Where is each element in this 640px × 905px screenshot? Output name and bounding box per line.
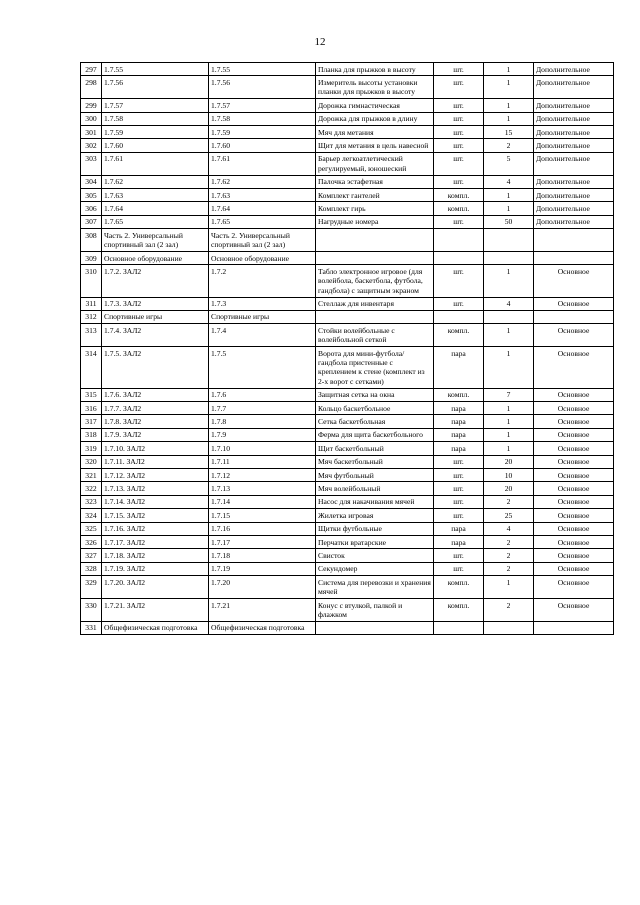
ref-code-cell: 1.7.10 — [209, 442, 316, 455]
table-row — [81, 112, 614, 125]
equipment-type-cell: Основное — [534, 265, 614, 297]
ref-code-cell: 1.7.2 — [209, 265, 316, 297]
table-row — [81, 495, 614, 508]
quantity-cell — [484, 621, 534, 634]
code-cell: 1.7.19. ЗАЛ2 — [102, 562, 209, 575]
equipment-type-cell: Основное — [534, 549, 614, 562]
quantity-cell: 1 — [484, 76, 534, 99]
unit-cell: шт. — [434, 99, 484, 112]
item-name-cell: Ворота для мини-футбола/гандбола пристенные с креплением к стене (комплект из 2-х ворот с сетками) — [316, 347, 434, 389]
row-number-cell: 322 — [81, 482, 102, 495]
equipment-type-cell: Дополнительное — [534, 125, 614, 138]
item-name-cell: Стеллаж для инвентаря — [316, 297, 434, 310]
table-row — [81, 549, 614, 562]
code-cell: 1.7.18. ЗАЛ2 — [102, 549, 209, 562]
equipment-type-cell — [534, 621, 614, 634]
unit-cell: шт. — [434, 562, 484, 575]
unit-cell: пара — [434, 522, 484, 535]
code-cell: 1.7.12. ЗАЛ2 — [102, 469, 209, 482]
row-number-cell: 311 — [81, 297, 102, 310]
code-cell: 1.7.57 — [102, 99, 209, 112]
equipment-type-cell: Дополнительное — [534, 99, 614, 112]
quantity-cell: 1 — [484, 99, 534, 112]
item-name-cell — [316, 310, 434, 323]
quantity-cell: 2 — [484, 139, 534, 152]
row-number-cell: 328 — [81, 562, 102, 575]
row-number-cell: 313 — [81, 324, 102, 347]
unit-cell: пара — [434, 535, 484, 548]
item-name-cell: Комплект гантелей — [316, 188, 434, 201]
equipment-type-cell: Основное — [534, 576, 614, 599]
equipment-type-cell: Основное — [534, 428, 614, 441]
ref-code-cell: Часть 2. Универсальный спортивный зал (2 зал) — [209, 229, 316, 252]
quantity-cell: 1 — [484, 402, 534, 415]
table-row — [81, 428, 614, 441]
row-number-cell: 326 — [81, 535, 102, 548]
table-row — [81, 99, 614, 112]
row-number-cell: 307 — [81, 215, 102, 228]
code-cell: 1.7.64 — [102, 202, 209, 215]
row-number-cell: 309 — [81, 251, 102, 264]
equipment-type-cell: Дополнительное — [534, 202, 614, 215]
code-cell: 1.7.63 — [102, 188, 209, 201]
ref-code-cell: 1.7.16 — [209, 522, 316, 535]
quantity-cell: 1 — [484, 202, 534, 215]
ref-code-cell: 1.7.9 — [209, 428, 316, 441]
quantity-cell: 25 — [484, 509, 534, 522]
row-number-cell: 306 — [81, 202, 102, 215]
code-cell: 1.7.11. ЗАЛ2 — [102, 455, 209, 468]
quantity-cell: 4 — [484, 175, 534, 188]
unit-cell: шт. — [434, 76, 484, 99]
quantity-cell: 5 — [484, 152, 534, 175]
table-row — [81, 152, 614, 175]
code-cell: 1.7.65 — [102, 215, 209, 228]
table-row — [81, 469, 614, 482]
row-number-cell: 320 — [81, 455, 102, 468]
ref-code-cell: 1.7.13 — [209, 482, 316, 495]
item-name-cell: Барьер легкоатлетический регулируемый, юношеский — [316, 152, 434, 175]
unit-cell: пара — [434, 415, 484, 428]
unit-cell: шт. — [434, 469, 484, 482]
unit-cell — [434, 621, 484, 634]
table-row — [81, 522, 614, 535]
table-row — [81, 442, 614, 455]
unit-cell — [434, 229, 484, 252]
quantity-cell: 15 — [484, 125, 534, 138]
item-name-cell: Стойки волейбольные с волейбольной сеткой — [316, 324, 434, 347]
item-name-cell: Мяч волейбольный — [316, 482, 434, 495]
table-row — [81, 251, 614, 264]
ref-code-cell: 1.7.14 — [209, 495, 316, 508]
table-row — [81, 621, 614, 634]
unit-cell: компл. — [434, 388, 484, 401]
equipment-type-cell: Основное — [534, 402, 614, 415]
unit-cell: компл. — [434, 188, 484, 201]
item-name-cell: Комплект гирь — [316, 202, 434, 215]
quantity-cell: 2 — [484, 535, 534, 548]
ref-code-cell: 1.7.4 — [209, 324, 316, 347]
table-row — [81, 175, 614, 188]
table-row — [81, 347, 614, 389]
ref-code-cell: Спортивные игры — [209, 310, 316, 323]
code-cell: 1.7.5. ЗАЛ2 — [102, 347, 209, 389]
table-row — [81, 576, 614, 599]
table-row — [81, 482, 614, 495]
equipment-type-cell: Основное — [534, 388, 614, 401]
item-name-cell: Защитная сетка на окна — [316, 388, 434, 401]
item-name-cell: Система для перевозки и хранения мячей — [316, 576, 434, 599]
row-number-cell: 304 — [81, 175, 102, 188]
ref-code-cell: 1.7.3 — [209, 297, 316, 310]
row-number-cell: 308 — [81, 229, 102, 252]
quantity-cell: 20 — [484, 482, 534, 495]
unit-cell: шт. — [434, 175, 484, 188]
row-number-cell: 301 — [81, 125, 102, 138]
table-row — [81, 229, 614, 252]
unit-cell: компл. — [434, 576, 484, 599]
code-cell: 1.7.8. ЗАЛ2 — [102, 415, 209, 428]
code-cell: Общефизическая подготовка — [102, 621, 209, 634]
ref-code-cell: 1.7.55 — [209, 63, 316, 76]
item-name-cell: Дорожка для прыжков в длину — [316, 112, 434, 125]
quantity-cell — [484, 310, 534, 323]
unit-cell: шт. — [434, 112, 484, 125]
quantity-cell — [484, 251, 534, 264]
ref-code-cell: 1.7.5 — [209, 347, 316, 389]
equipment-type-cell: Основное — [534, 522, 614, 535]
code-cell: 1.7.55 — [102, 63, 209, 76]
unit-cell: пара — [434, 402, 484, 415]
quantity-cell: 50 — [484, 215, 534, 228]
unit-cell: шт. — [434, 509, 484, 522]
row-number-cell: 331 — [81, 621, 102, 634]
equipment-type-cell: Основное — [534, 482, 614, 495]
equipment-type-cell: Дополнительное — [534, 188, 614, 201]
item-name-cell: Планка для прыжков в высоту — [316, 63, 434, 76]
table-row — [81, 562, 614, 575]
unit-cell: шт. — [434, 63, 484, 76]
item-name-cell: Мяч для метания — [316, 125, 434, 138]
ref-code-cell: 1.7.56 — [209, 76, 316, 99]
code-cell: 1.7.3. ЗАЛ2 — [102, 297, 209, 310]
quantity-cell: 10 — [484, 469, 534, 482]
item-name-cell: Сетка баскетбольная — [316, 415, 434, 428]
unit-cell: шт. — [434, 265, 484, 297]
equipment-type-cell — [534, 251, 614, 264]
item-name-cell: Насос для накачивания мячей — [316, 495, 434, 508]
item-name-cell: Кольцо баскетбольное — [316, 402, 434, 415]
code-cell: 1.7.62 — [102, 175, 209, 188]
table-row — [81, 535, 614, 548]
equipment-type-cell: Дополнительное — [534, 175, 614, 188]
quantity-cell: 2 — [484, 549, 534, 562]
table-row — [81, 598, 614, 621]
quantity-cell: 1 — [484, 324, 534, 347]
table-row — [81, 202, 614, 215]
equipment-type-cell: Основное — [534, 509, 614, 522]
row-number-cell: 303 — [81, 152, 102, 175]
quantity-cell: 20 — [484, 455, 534, 468]
equipment-type-cell: Основное — [534, 495, 614, 508]
code-cell: 1.7.20. ЗАЛ2 — [102, 576, 209, 599]
equipment-type-cell: Основное — [534, 347, 614, 389]
unit-cell: пара — [434, 442, 484, 455]
unit-cell: компл. — [434, 324, 484, 347]
table-row — [81, 509, 614, 522]
equipment-type-cell: Основное — [534, 535, 614, 548]
ref-code-cell: 1.7.18 — [209, 549, 316, 562]
code-cell: 1.7.17. ЗАЛ2 — [102, 535, 209, 548]
quantity-cell: 1 — [484, 415, 534, 428]
row-number-cell: 324 — [81, 509, 102, 522]
table-row — [81, 215, 614, 228]
quantity-cell: 1 — [484, 428, 534, 441]
item-name-cell: Измеритель высоты установки планки для прыжков в высоту — [316, 76, 434, 99]
unit-cell: шт. — [434, 152, 484, 175]
ref-code-cell: 1.7.65 — [209, 215, 316, 228]
table-body — [81, 63, 614, 635]
equipment-type-cell: Основное — [534, 469, 614, 482]
equipment-type-cell: Основное — [534, 415, 614, 428]
code-cell: 1.7.4. ЗАЛ2 — [102, 324, 209, 347]
code-cell: 1.7.6. ЗАЛ2 — [102, 388, 209, 401]
ref-code-cell: 1.7.8 — [209, 415, 316, 428]
row-number-cell: 298 — [81, 76, 102, 99]
item-name-cell: Нагрудные номера — [316, 215, 434, 228]
table-row — [81, 125, 614, 138]
equipment-type-cell: Дополнительное — [534, 215, 614, 228]
item-name-cell: Мяч баскетбольный — [316, 455, 434, 468]
ref-code-cell: Основное оборудование — [209, 251, 316, 264]
row-number-cell: 305 — [81, 188, 102, 201]
row-number-cell: 321 — [81, 469, 102, 482]
code-cell: Часть 2. Универсальный спортивный зал (2 зал) — [102, 229, 209, 252]
row-number-cell: 325 — [81, 522, 102, 535]
code-cell: 1.7.7. ЗАЛ2 — [102, 402, 209, 415]
ref-code-cell: 1.7.20 — [209, 576, 316, 599]
table-row — [81, 402, 614, 415]
table-row — [81, 76, 614, 99]
table-row — [81, 455, 614, 468]
table-row — [81, 297, 614, 310]
table-row — [81, 388, 614, 401]
page-number: 12 — [314, 36, 326, 48]
ref-code-cell: Общефизическая подготовка — [209, 621, 316, 634]
equipment-type-cell: Основное — [534, 562, 614, 575]
quantity-cell: 1 — [484, 112, 534, 125]
row-number-cell: 319 — [81, 442, 102, 455]
quantity-cell — [484, 229, 534, 252]
code-cell: Основное оборудование — [102, 251, 209, 264]
row-number-cell: 314 — [81, 347, 102, 389]
row-number-cell: 329 — [81, 576, 102, 599]
item-name-cell: Конус с втулкой, палкой и флажком — [316, 598, 434, 621]
quantity-cell: 2 — [484, 495, 534, 508]
ref-code-cell: 1.7.6 — [209, 388, 316, 401]
table-row — [81, 310, 614, 323]
unit-cell: пара — [434, 347, 484, 389]
row-number-cell: 312 — [81, 310, 102, 323]
ref-code-cell: 1.7.17 — [209, 535, 316, 548]
ref-code-cell: 1.7.11 — [209, 455, 316, 468]
unit-cell: шт. — [434, 215, 484, 228]
code-cell: 1.7.2. ЗАЛ2 — [102, 265, 209, 297]
item-name-cell: Секундомер — [316, 562, 434, 575]
quantity-cell: 1 — [484, 188, 534, 201]
item-name-cell: Щитки футбольные — [316, 522, 434, 535]
ref-code-cell: 1.7.64 — [209, 202, 316, 215]
ref-code-cell: 1.7.62 — [209, 175, 316, 188]
unit-cell: шт. — [434, 495, 484, 508]
quantity-cell: 4 — [484, 297, 534, 310]
unit-cell: компл. — [434, 202, 484, 215]
unit-cell — [434, 251, 484, 264]
unit-cell: шт. — [434, 297, 484, 310]
unit-cell — [434, 310, 484, 323]
quantity-cell: 2 — [484, 562, 534, 575]
row-number-cell: 315 — [81, 388, 102, 401]
ref-code-cell: 1.7.57 — [209, 99, 316, 112]
unit-cell: шт. — [434, 455, 484, 468]
equipment-type-cell: Основное — [534, 442, 614, 455]
code-cell: 1.7.58 — [102, 112, 209, 125]
quantity-cell: 7 — [484, 388, 534, 401]
equipment-type-cell: Основное — [534, 324, 614, 347]
ref-code-cell: 1.7.60 — [209, 139, 316, 152]
equipment-table — [80, 62, 614, 635]
unit-cell: шт. — [434, 482, 484, 495]
row-number-cell: 316 — [81, 402, 102, 415]
code-cell: Спортивные игры — [102, 310, 209, 323]
table-row — [81, 265, 614, 297]
code-cell: 1.7.14. ЗАЛ2 — [102, 495, 209, 508]
ref-code-cell: 1.7.58 — [209, 112, 316, 125]
code-cell: 1.7.10. ЗАЛ2 — [102, 442, 209, 455]
unit-cell: пара — [434, 428, 484, 441]
ref-code-cell: 1.7.63 — [209, 188, 316, 201]
table-row — [81, 415, 614, 428]
quantity-cell: 1 — [484, 347, 534, 389]
row-number-cell: 297 — [81, 63, 102, 76]
code-cell: 1.7.13. ЗАЛ2 — [102, 482, 209, 495]
table-row — [81, 324, 614, 347]
code-cell: 1.7.61 — [102, 152, 209, 175]
equipment-type-cell: Дополнительное — [534, 152, 614, 175]
code-cell: 1.7.21. ЗАЛ2 — [102, 598, 209, 621]
code-cell: 1.7.15. ЗАЛ2 — [102, 509, 209, 522]
unit-cell: компл. — [434, 598, 484, 621]
quantity-cell: 1 — [484, 576, 534, 599]
table-row — [81, 139, 614, 152]
unit-cell: шт. — [434, 125, 484, 138]
quantity-cell: 1 — [484, 265, 534, 297]
item-name-cell — [316, 229, 434, 252]
equipment-type-cell — [534, 229, 614, 252]
row-number-cell: 300 — [81, 112, 102, 125]
item-name-cell: Жилетка игровая — [316, 509, 434, 522]
row-number-cell: 310 — [81, 265, 102, 297]
item-name-cell: Перчатки вратарские — [316, 535, 434, 548]
row-number-cell: 317 — [81, 415, 102, 428]
item-name-cell: Палочка эстафетная — [316, 175, 434, 188]
equipment-type-cell: Дополнительное — [534, 63, 614, 76]
table-row — [81, 188, 614, 201]
code-cell: 1.7.9. ЗАЛ2 — [102, 428, 209, 441]
equipment-type-cell — [534, 310, 614, 323]
ref-code-cell: 1.7.59 — [209, 125, 316, 138]
row-number-cell: 318 — [81, 428, 102, 441]
equipment-type-cell: Дополнительное — [534, 139, 614, 152]
equipment-type-cell: Основное — [534, 297, 614, 310]
code-cell: 1.7.59 — [102, 125, 209, 138]
code-cell: 1.7.56 — [102, 76, 209, 99]
ref-code-cell: 1.7.15 — [209, 509, 316, 522]
item-name-cell: Табло электронное игровое (для волейбола, баскетбола, футбола, гандбола) с защитным экраном — [316, 265, 434, 297]
equipment-type-cell: Основное — [534, 455, 614, 468]
row-number-cell: 299 — [81, 99, 102, 112]
row-number-cell: 327 — [81, 549, 102, 562]
item-name-cell — [316, 621, 434, 634]
item-name-cell: Свисток — [316, 549, 434, 562]
ref-code-cell: 1.7.61 — [209, 152, 316, 175]
ref-code-cell: 1.7.19 — [209, 562, 316, 575]
item-name-cell: Дорожка гимнастическая — [316, 99, 434, 112]
unit-cell: шт. — [434, 549, 484, 562]
equipment-type-cell: Дополнительное — [534, 112, 614, 125]
row-number-cell: 323 — [81, 495, 102, 508]
equipment-type-cell: Дополнительное — [534, 76, 614, 99]
quantity-cell: 1 — [484, 442, 534, 455]
row-number-cell: 330 — [81, 598, 102, 621]
table-row — [81, 63, 614, 76]
item-name-cell — [316, 251, 434, 264]
equipment-type-cell: Основное — [534, 598, 614, 621]
quantity-cell: 1 — [484, 63, 534, 76]
unit-cell: шт. — [434, 139, 484, 152]
ref-code-cell: 1.7.7 — [209, 402, 316, 415]
quantity-cell: 2 — [484, 598, 534, 621]
code-cell: 1.7.16. ЗАЛ2 — [102, 522, 209, 535]
item-name-cell: Щит баскетбольный — [316, 442, 434, 455]
item-name-cell: Мяч футбольный — [316, 469, 434, 482]
item-name-cell: Щит для метания в цель навесной — [316, 139, 434, 152]
row-number-cell: 302 — [81, 139, 102, 152]
ref-code-cell: 1.7.12 — [209, 469, 316, 482]
code-cell: 1.7.60 — [102, 139, 209, 152]
ref-code-cell: 1.7.21 — [209, 598, 316, 621]
quantity-cell: 4 — [484, 522, 534, 535]
item-name-cell: Ферма для щита баскетбольного — [316, 428, 434, 441]
